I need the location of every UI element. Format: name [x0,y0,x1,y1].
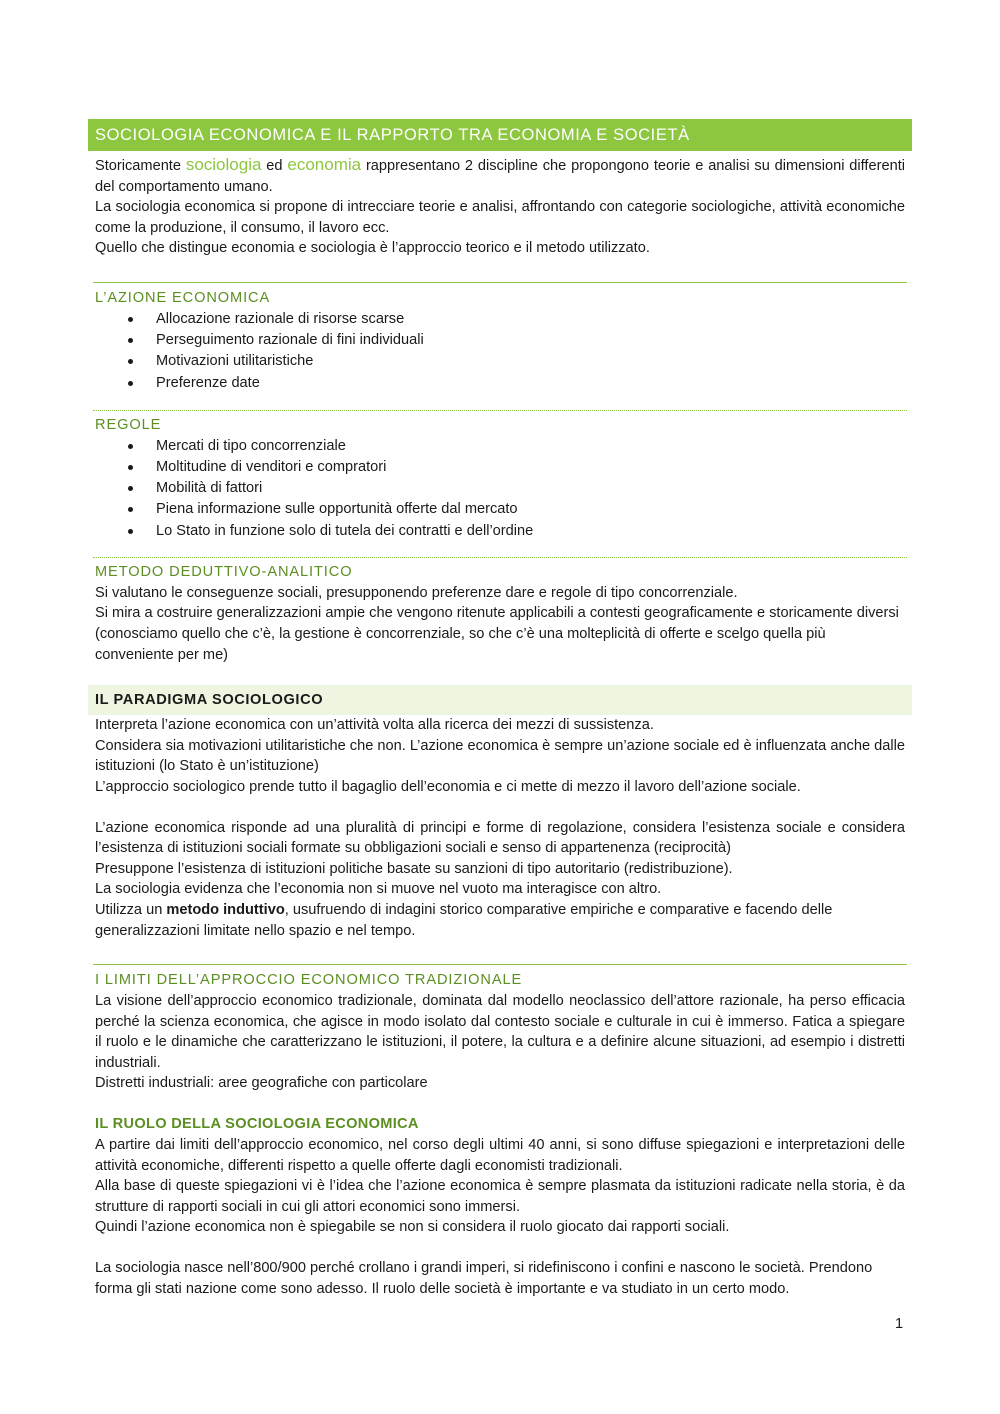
paragraph: Alla base di queste spiegazioni vi è l’idea che l’azione economica è sempre plasmata da istituzioni radicate nella storia, è da strutture di rapporti sociali in cui gli attori economici sono immersi. [95,1178,905,1215]
text-run: , usufruendo di indagini storico comparative empiriche e comparative e facendo delle generalizzazioni limitate nello spazio e nel tempo. [95,901,833,939]
paragraph: Quindi l’azione economica non è spiegabile se non si considera il ruolo giocato dai rapporti sociali. [95,1219,730,1236]
paragraph: Considera sia motivazioni utilitaristiche che non. L’azione economica è sempre un’azione sociale ed è influenzata anche dalle istituzioni (lo Stato è un’istituzione) [95,737,905,775]
text-run: Storicamente [95,158,186,174]
paragraph: L’approccio sociologico prende tutto il bagaglio dell’economia e ci mette di mezzo il lavoro dell’azione sociale. [95,778,801,795]
list-item: Preferenze date [128,373,912,394]
list-item: Perseguimento razionale di fini individuali [128,330,912,351]
subheading-metodo-deduttivo: METODO DEDUTTIVO-ANALITICO [95,563,353,580]
paragraph: La sociologia economica si propone di intrecciare teorie e analisi, affrontando con categorie sociologiche, attività economiche come la produzione, il consumo, il lavoro ecc. [95,199,905,236]
subheading-azione-economica: L’AZIONE ECONOMICA [95,289,271,306]
paragraph: Si valutano le conseguenze sociali, presupponendo preferenze dare e regole di tipo concorrenziale. [95,584,738,601]
list-item: Piena informazione sulle opportunità offerte dal mercato [128,499,912,520]
page-content [88,119,912,1299]
subheading-limiti-approccio: I LIMITI DELL’APPROCCIO ECONOMICO TRADIZIONALE [95,972,523,989]
paragraph: Si mira a costruire generalizzazioni ampie che vengono ritenute applicabili a contesti geograficamente e storicamente diversi (conosciamo quello che c’è, la gestione è concorrenziale, so che c’è una molteplicità di offerte e scelgo quella più conveniente per me) [95,605,899,663]
list-item: Allocazione razionale di risorse scarse [128,309,912,330]
section-heading-sociologia-economica: SOCIOLOGIA ECONOMICA E IL RAPPORTO TRA ECONOMIA E SOCIETÀ [88,119,912,151]
paragraph: Interpreta l’azione economica con un’attività volta alla ricerca dei mezzi di sussistenza. [95,717,654,734]
paragraph: L’azione economica risponde ad una pluralità di principi e forme di regolazione, considera l’esistenza sociale e considera l’esistenza di istituzioni sociali formate su obbligazioni sociali e senso di appartenenza (reciprocità) [95,819,905,857]
text-run: Utilizza un [95,901,167,918]
highlight-term-economia: economia [287,155,362,174]
bold-term-metodo-induttivo: metodo induttivo [166,901,285,918]
paragraph: La sociologia evidenza che l’economia non si muove nel vuoto ma interagisce con altro. [95,881,662,898]
list-item: Motivazioni utilitaristiche [128,351,912,372]
subheading-ruolo-sociologia: IL RUOLO DELLA SOCIOLOGIA ECONOMICA [95,1116,419,1133]
subheading-regole: REGOLE [95,416,162,433]
paragraph: La visione dell’approccio economico tradizionale, dominata dal modello neoclassico dell’attore razionale, ha perso efficacia perché la scienza economica, che agisce in modo isolato dal contesto sociale e culturale in cui è immerso. Fatica a spiegare il ruolo e le dinamiche che caratterizzano le istituzioni, il potere, la cultura e a definire alcune situazioni, ad esempio i distretti industriali. [95,993,905,1071]
list-item: Moltitudine di venditori e compratori [128,457,912,478]
highlight-term-sociologia: sociologia [185,155,262,174]
list-item: Mobilità di fattori [128,478,912,499]
bullet-list-azione [88,309,912,394]
paragraph: Distretti industriali: aree geografiche con particolare [95,1075,428,1092]
paragraph [88,155,912,197]
paragraph: A partire dai limiti dell’approccio economico, nel corso degli ultimi 40 anni, si sono diffuse spiegazioni e interpretazioni delle attività economiche, differenti rispetto a quelle offerte dagli economisti tradizionali. [95,1137,905,1174]
text-run: rappresentano 2 discipline che propongono teorie e analisi su dimensioni differenti del comportamento umano. [95,158,905,195]
paragraph: Quello che distingue economia e sociologia è l’approccio teorico e il metodo utilizzato. [95,240,650,257]
paragraph [88,900,912,941]
bullet-list-regole [88,436,912,542]
paragraph: La sociologia nasce nell’800/900 perché crollano i grandi imperi, si ridefiniscono i confini e nascono le società. Prendono forma gli stati nazione come sono adesso. Il ruolo delle società è importante e va studiato in un certo modo. [95,1260,873,1297]
list-item: Mercati di tipo concorrenziale [128,436,912,457]
paragraph: Presuppone l’esistenza di istituzioni politiche basate su sanzioni di tipo autoritario (redistribuzione). [95,860,733,877]
page-number: 1 [895,1316,904,1332]
text-run: ed [261,158,288,174]
section-heading-paradigma: IL PARADIGMA SOCIOLOGICO [88,685,912,715]
list-item: Lo Stato in funzione solo di tutela dei contratti e dell’ordine [128,521,912,542]
